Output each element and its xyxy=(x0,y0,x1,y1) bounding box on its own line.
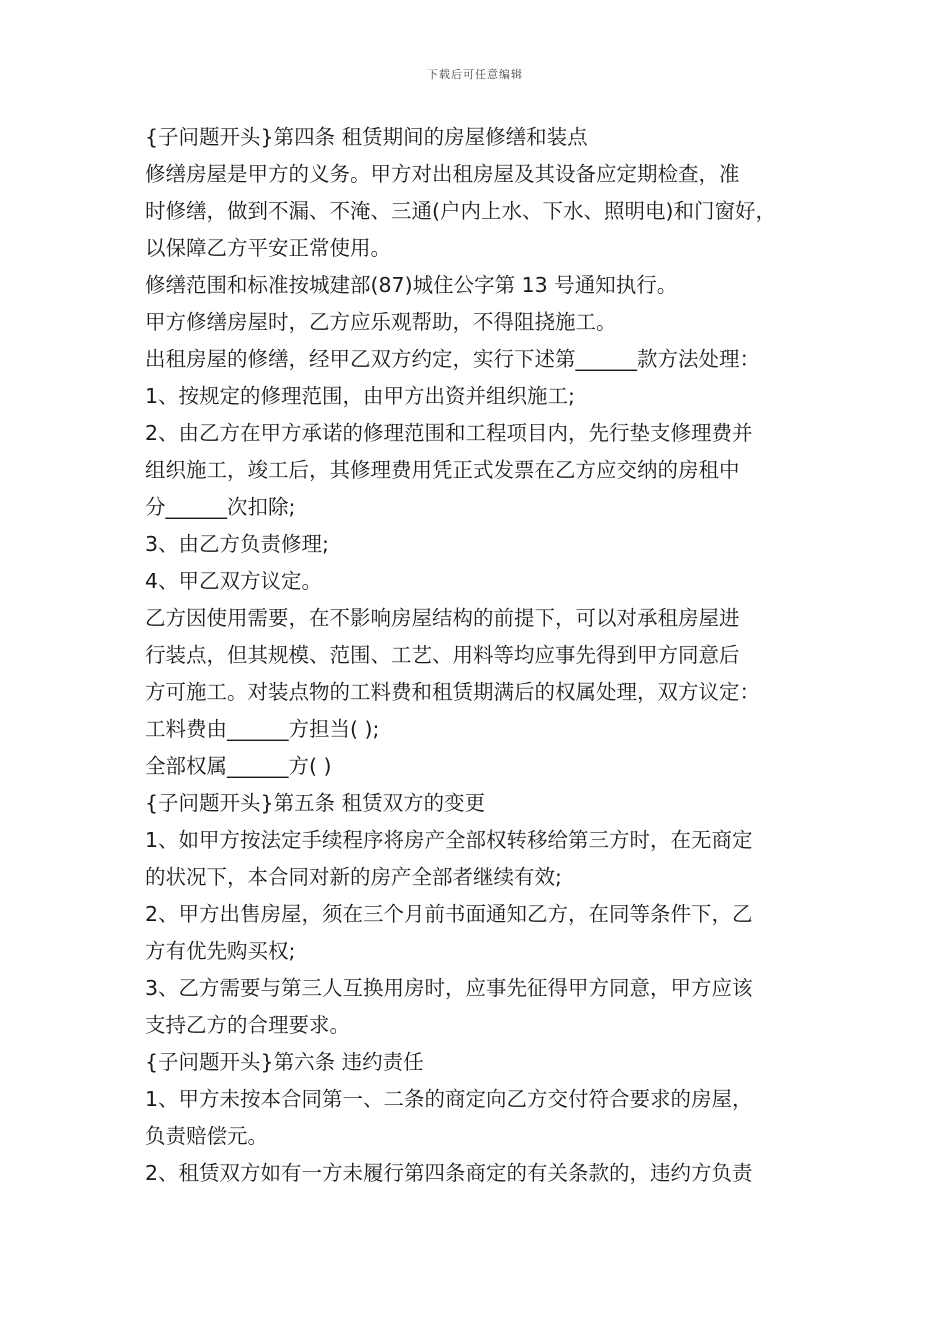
section-heading-5: {子问题开头}第五条 租赁双方的变更 xyxy=(145,791,486,815)
text-line: 方有优先购买权; xyxy=(145,939,296,963)
text-line: 支持乙方的合理要求。 xyxy=(145,1013,350,1037)
list-item: 2、由乙方在甲方承诺的修理范围和工程项目内，先行垫支修理费并 xyxy=(145,421,753,445)
list-item: 4、甲乙双方议定。 xyxy=(145,569,323,593)
contract-body xyxy=(145,119,825,1192)
list-item: 2、甲方出售房屋，须在三个月前书面通知乙方，在同等条件下，乙 xyxy=(145,902,753,926)
text-line: 负责赔偿元。 xyxy=(145,1124,268,1148)
list-item: 3、由乙方负责修理; xyxy=(145,532,329,556)
list-item: 1、按规定的修理范围，由甲方出资并组织施工; xyxy=(145,384,575,408)
text-line: 甲方修缮房屋时，乙方应乐观帮助，不得阻挠施工。 xyxy=(145,310,617,334)
text-line: 出租房屋的修缮，经甲乙双方约定，实行下述第______款方法处理： xyxy=(145,347,760,371)
text-line: 以保障乙方平安正常使用。 xyxy=(145,236,391,260)
text-line: 修缮房屋是甲方的义务。甲方对出租房屋及其设备应定期检查，准 xyxy=(145,162,740,186)
section-heading-6: {子问题开头}第六条 违约责任 xyxy=(145,1050,424,1074)
text-line: 组织施工，竣工后，其修理费用凭正式发票在乙方应交纳的房租中 xyxy=(145,458,740,482)
text-line: 分______次扣除; xyxy=(145,495,296,519)
text-line: 全部权属______方( ) xyxy=(145,754,332,778)
list-item: 3、乙方需要与第三人互换用房时，应事先征得甲方同意，甲方应该 xyxy=(145,976,753,1000)
list-item: 2、租赁双方如有一方未履行第四条商定的有关条款的，违约方负责 xyxy=(145,1161,753,1185)
text-line: 方可施工。对装点物的工料费和租赁期满后的权属处理，双方议定： xyxy=(145,680,760,704)
text-line: 工料费由______方担当( ); xyxy=(145,717,380,741)
text-line: 时修缮，做到不漏、不淹、三通(户内上水、下水、照明电)和门窗好， xyxy=(145,199,776,223)
text-line: 的状况下，本合同对新的房产全部者继续有效; xyxy=(145,865,562,889)
section-heading-4: {子问题开头}第四条 租赁期间的房屋修缮和装点 xyxy=(145,125,588,149)
page-header: 下载后可任意编辑 xyxy=(427,68,523,81)
list-item: 1、甲方未按本合同第一、二条的商定向乙方交付符合要求的房屋， xyxy=(145,1087,753,1111)
list-item: 1、如甲方按法定手续程序将房产全部权转移给第三方时，在无商定 xyxy=(145,828,753,852)
text-line: 修缮范围和标准按城建部(87)城住公字第 13 号通知执行。 xyxy=(145,273,678,297)
text-line: 行装点，但其规模、范围、工艺、用料等均应事先得到甲方同意后 xyxy=(145,643,740,667)
text-line: 乙方因使用需要，在不影响房屋结构的前提下，可以对承租房屋进 xyxy=(145,606,740,630)
